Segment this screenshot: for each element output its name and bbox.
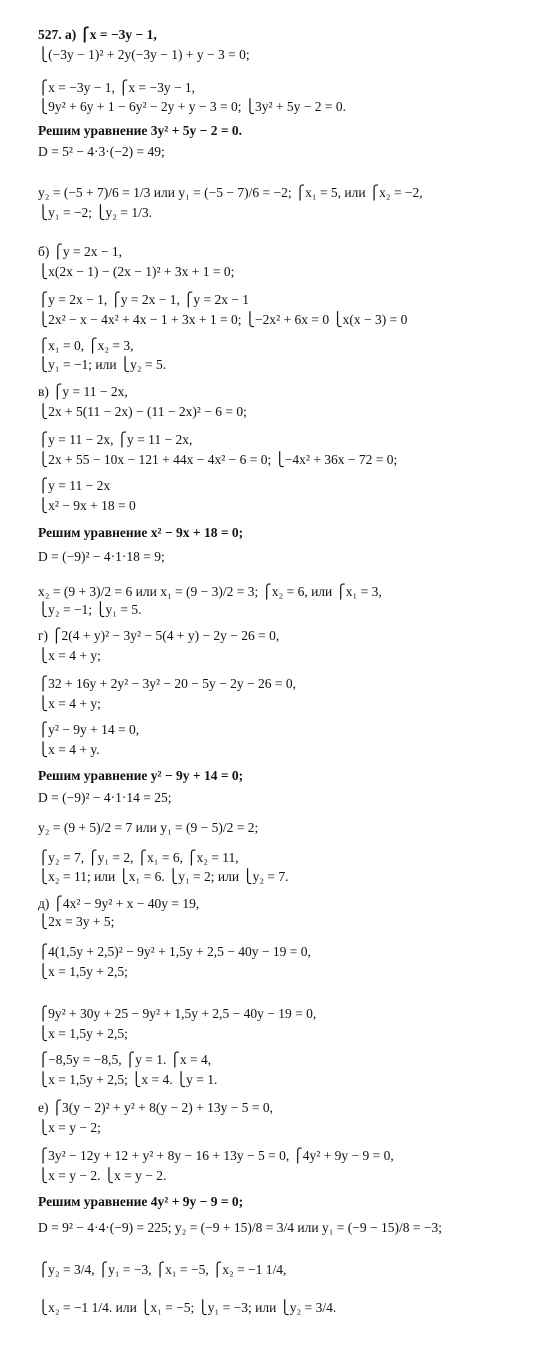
text-line: ⎩2x + 5(11 − 2x) − (11 − 2x)² − 6 = 0; xyxy=(38,404,247,419)
text-line: 527. а) ⎧x = −3y − 1, xyxy=(38,27,157,42)
text-line: ⎩2x² − x − 4x² + 4x − 1 + 3x + 1 = 0; ⎩−2x² + 6x = 0 ⎩x(x − 3) = 0 xyxy=(38,312,408,327)
text-line: ⎧32 + 16y + 2y² − 3y² − 20 − 5y − 2y − 26 = 0, xyxy=(38,676,297,691)
text-line: ⎧y₂ = 7, ⎧y₁ = 2, ⎧x₁ = 6, ⎧x₂ = 11, xyxy=(38,850,239,865)
text-line: ⎧y = 11 − 2x xyxy=(38,478,111,493)
text-line: ⎩y₁ = −2; ⎩y₂ = 1/3. xyxy=(38,205,153,220)
text-line: ⎩2x + 55 − 10x − 121 + 44x − 4x² − 6 = 0; ⎩−4x² + 36x − 72 = 0; xyxy=(38,452,398,467)
text-line: Решим уравнение 3y² + 5y − 2 = 0. xyxy=(38,123,243,138)
text-line: ⎧3y² − 12y + 12 + y² + 8y − 16 + 13y − 5 = 0, ⎧4y² + 9y − 9 = 0, xyxy=(38,1148,394,1163)
text-line: ⎩9y² + 6y + 1 − 6y² − 2y + y − 3 = 0; ⎩3y² + 5y − 2 = 0. xyxy=(38,99,347,114)
text-line: D = (−9)² − 4·1·18 = 9; xyxy=(38,549,165,564)
text-line: ⎩x = 1,5y + 2,5; ⎩x = 4. ⎩y = 1. xyxy=(38,1072,218,1087)
text-line: ⎩x(2x − 1) − (2x − 1)² + 3x + 1 = 0; xyxy=(38,264,235,279)
text-line: ⎧−8,5y = −8,5, ⎧y = 1. ⎧x = 4, xyxy=(38,1052,212,1067)
text-line: ⎩x = y − 2; xyxy=(38,1120,101,1135)
text-line: Решим уравнение x² − 9x + 18 = 0; xyxy=(38,525,244,540)
text-line: ⎩x = 4 + y; xyxy=(38,696,101,711)
text-line: в) ⎧y = 11 − 2x, xyxy=(38,384,128,399)
text-line: y₂ = (−5 + 7)/6 = 1/3 или y₁ = (−5 − 7)/6 = −2; ⎧x₁ = 5, или ⎧x₂ = −2, xyxy=(38,185,423,200)
text-line: г) ⎧2(4 + y)² − 3y² − 5(4 + y) − 2y − 26 = 0, xyxy=(38,628,280,643)
text-line: ⎩x = 1,5y + 2,5; xyxy=(38,1026,128,1041)
text-line: ⎩x = 4 + y; xyxy=(38,648,101,663)
text-line: ⎧x = −3y − 1, ⎧x = −3y − 1, xyxy=(38,80,196,95)
text-line: D = 5² − 4·3·(−2) = 49; xyxy=(38,144,165,159)
text-line: D = (−9)² − 4·1·14 = 25; xyxy=(38,790,172,805)
text-line: ⎧y = 2x − 1, ⎧y = 2x − 1, ⎧y = 2x − 1 xyxy=(38,292,250,307)
text-line: ⎩x = 4 + y. xyxy=(38,742,100,757)
text-line: ⎩x = 1,5y + 2,5; xyxy=(38,964,128,979)
text-line: б) ⎧y = 2x − 1, xyxy=(38,244,122,259)
text-line: ⎩2x = 3y + 5; xyxy=(38,914,115,929)
text-line: ⎧4(1,5y + 2,5)² − 9y² + 1,5y + 2,5 − 40y − 19 = 0, xyxy=(38,944,311,959)
text-line: y₂ = (9 + 5)/2 = 7 или y₁ = (9 − 5)/2 = 2; xyxy=(38,820,259,835)
text-line: е) ⎧3(y − 2)² + y² + 8(y − 2) + 13y − 5 = 0, xyxy=(38,1100,273,1115)
text-line: ⎩y₁ = −1; или ⎩y₂ = 5. xyxy=(38,357,167,372)
problem-number xyxy=(38,27,157,43)
text-line: ⎩y₂ = −1; ⎩y₁ = 5. xyxy=(38,602,142,617)
text-line: D = 9² − 4·4·(−9) = 225; y₂ = (−9 + 15)/8 = 3/4 или y₁ = (−9 − 15)/8 = −3; xyxy=(38,1220,442,1235)
text-line: ⎧y₂ = 3/4, ⎧y₁ = −3, ⎧x₁ = −5, ⎧x₂ = −1 1/4, xyxy=(38,1262,287,1277)
text-line: ⎩(−3y − 1)² + 2y(−3y − 1) + y − 3 = 0; xyxy=(38,47,250,62)
text-line: ⎩x₂ = 11; или ⎩x₁ = 6. ⎩y₁ = 2; или ⎩y₂ = 7. xyxy=(38,869,289,884)
text-line: ⎧9y² + 30y + 25 − 9y² + 1,5y + 2,5 − 40y − 19 = 0, xyxy=(38,1006,317,1021)
text-line: ⎧y = 11 − 2x, ⎧y = 11 − 2x, xyxy=(38,432,193,447)
text-line: ⎧y² − 9y + 14 = 0, xyxy=(38,722,140,737)
text-line: ⎩x = y − 2. ⎩x = y − 2. xyxy=(38,1168,167,1183)
text-line: ⎩x² − 9x + 18 = 0 xyxy=(38,498,136,513)
text-line: x₂ = (9 + 3)/2 = 6 или x₁ = (9 − 3)/2 = 3; ⎧x₂ = 6, или ⎧x₁ = 3, xyxy=(38,584,382,599)
text-line: Решим уравнение 4y² + 9y − 9 = 0; xyxy=(38,1194,244,1209)
text-line: ⎩x₂ = −1 1/4. или ⎩x₁ = −5; ⎩y₁ = −3; или ⎩y₂ = 3/4. xyxy=(38,1300,337,1315)
text-line: д) ⎧4x² − 9y² + x − 40y = 19, xyxy=(38,896,200,911)
text-line: Решим уравнение y² − 9y + 14 = 0; xyxy=(38,768,244,783)
text-line: ⎧x₁ = 0, ⎧x₂ = 3, xyxy=(38,338,134,353)
